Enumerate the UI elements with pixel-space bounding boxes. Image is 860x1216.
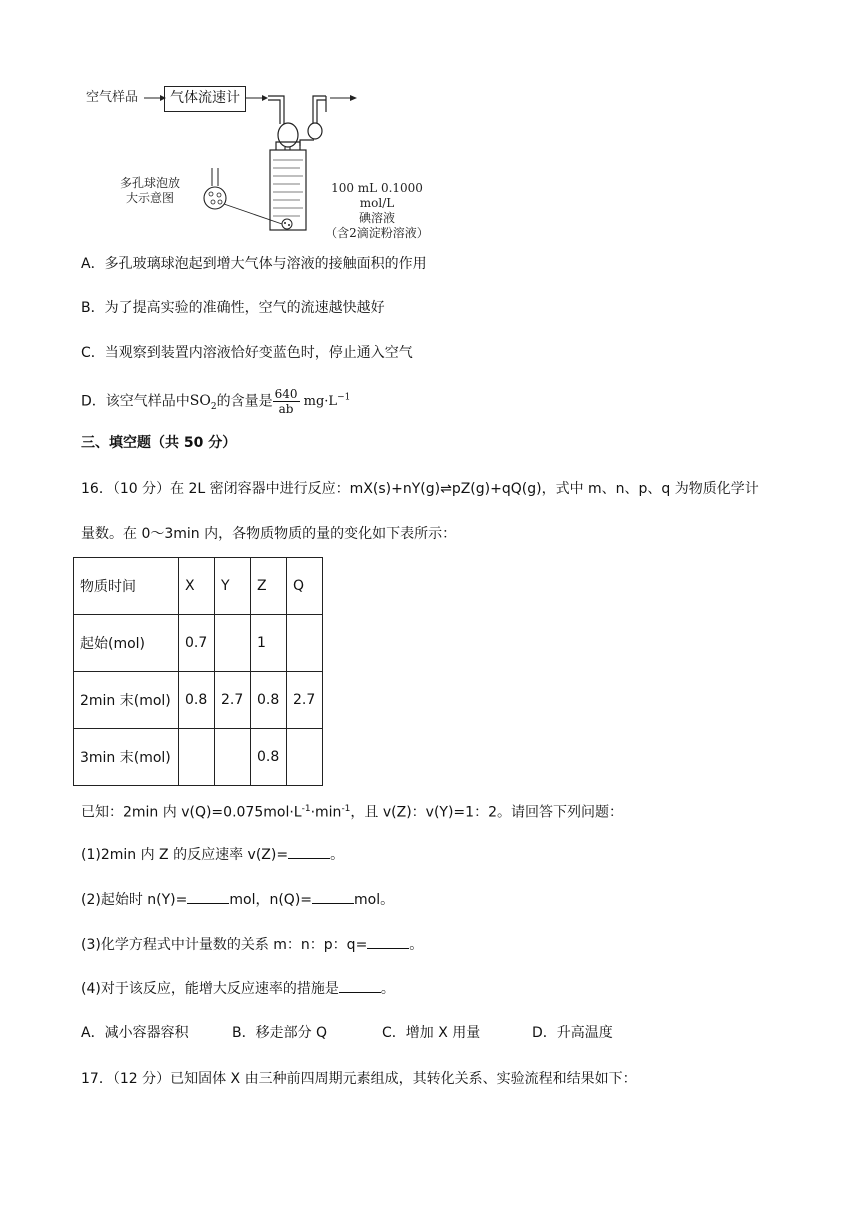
table-row	[74, 729, 323, 786]
table-header-cell: X	[179, 558, 215, 615]
content-fraction: $\frac{640}{ab}$	[274, 386, 298, 416]
table-cell	[215, 729, 251, 786]
content-unit: $mg\cdot L^{-1}$	[303, 393, 351, 410]
table-row	[74, 672, 323, 729]
table-cell: 0.7	[179, 615, 215, 672]
table-cell	[215, 615, 251, 672]
answer-blank[interactable]	[339, 978, 381, 993]
table-cell: 起始(mol)	[74, 615, 179, 672]
table-cell: 2.7	[215, 672, 251, 729]
answer-blank[interactable]	[187, 889, 229, 904]
bubble-caption-line1: 多孔球泡放	[120, 176, 181, 190]
table-header-cell: Z	[251, 558, 287, 615]
solution-line1: 100 mL 0.1000 mol/L	[331, 181, 423, 210]
q16-sub4: (4)对于该反应，能增大反应速率的措施是 。	[81, 978, 395, 999]
q16-sub1: (1)2min 内 Z 的反应速率 v(Z)= 。	[81, 844, 344, 865]
table-header-cell: Y	[215, 558, 251, 615]
q16-sub3: (3)化学方程式中计量数的关系 m：n：p：q= 。	[81, 934, 423, 955]
choice-d: D．升高温度	[532, 1025, 613, 1041]
q17-intro: 17．（12 分）已知固体 X 由三种前四周期元素组成，其转化关系、实验流程和结果如下：	[81, 1071, 637, 1087]
flow-meter-box	[164, 86, 246, 112]
section-title: 三、填空题（共 50 分）	[81, 435, 237, 451]
table-cell: 2min 末(mol)	[74, 672, 179, 729]
amount-table	[73, 557, 323, 786]
q16-intro-line2: 量数。在 0～3min 内，各物质物质的量的变化如下表所示：	[81, 526, 457, 542]
table-cell	[287, 729, 323, 786]
table-cell	[287, 615, 323, 672]
table-cell: 3min 末(mol)	[74, 729, 179, 786]
answer-blank[interactable]	[288, 844, 330, 859]
table-header-cell: Q	[287, 558, 323, 615]
q16-sub2: (2)起始时 n(Y)= mol，n(Q)= mol。	[81, 889, 394, 910]
option-c: C．当观察到装置内溶液恰好变蓝色时，停止通入空气	[81, 345, 413, 361]
q16-known: 已知：2min 内 $v(Q)=0.075mol\cdot L^{-1}\cdot\min^{-1}$，且 v(Z)：v(Y)=1：2。请回答下列问题：	[81, 804, 623, 821]
choice-c: C．增加 X 用量	[382, 1025, 481, 1041]
solution-caption	[312, 181, 442, 241]
table-cell: 0.8	[179, 672, 215, 729]
solution-line2: 碘溶液	[358, 211, 395, 225]
answer-blank[interactable]	[312, 889, 354, 904]
q16-intro-line1: 16．（10 分）在 2L 密闭容器中进行反应：mX(s)+nY(g)⇌pZ(g)+qQ(g)，式中 m、n、p、q 为物质化学计	[81, 481, 759, 497]
choice-a: A．减小容器容积	[81, 1025, 189, 1041]
table-header-cell: 物质时间	[74, 558, 179, 615]
table-row	[74, 615, 323, 672]
bubble-caption-line2: 大示意图	[126, 191, 175, 205]
option-d-prefix: D．该空气样品中	[81, 393, 190, 410]
air-sample-label: 空气样品	[86, 90, 139, 105]
so2-formula: $SO_2$	[189, 393, 217, 413]
table-header-row	[74, 558, 323, 615]
option-b: B．为了提高实验的准确性，空气的流速越快越好	[81, 300, 385, 316]
flow-meter-label: 气体流速计	[170, 90, 240, 106]
bubble-caption	[120, 176, 180, 206]
table-cell: 0.8	[251, 672, 287, 729]
table-cell: 1	[251, 615, 287, 672]
option-d-mid: 的含量是	[216, 393, 273, 410]
table-cell: 2.7	[287, 672, 323, 729]
table-cell: 0.8	[251, 729, 287, 786]
option-d	[81, 380, 350, 425]
answer-blank[interactable]	[367, 934, 409, 949]
solution-line3: （含2滴淀粉溶液）	[325, 226, 429, 240]
choice-b: B．移走部分 Q	[232, 1025, 328, 1041]
option-a: A．多孔玻璃球泡起到增大气体与溶液的接触面积的作用	[81, 256, 427, 272]
table-cell	[179, 729, 215, 786]
